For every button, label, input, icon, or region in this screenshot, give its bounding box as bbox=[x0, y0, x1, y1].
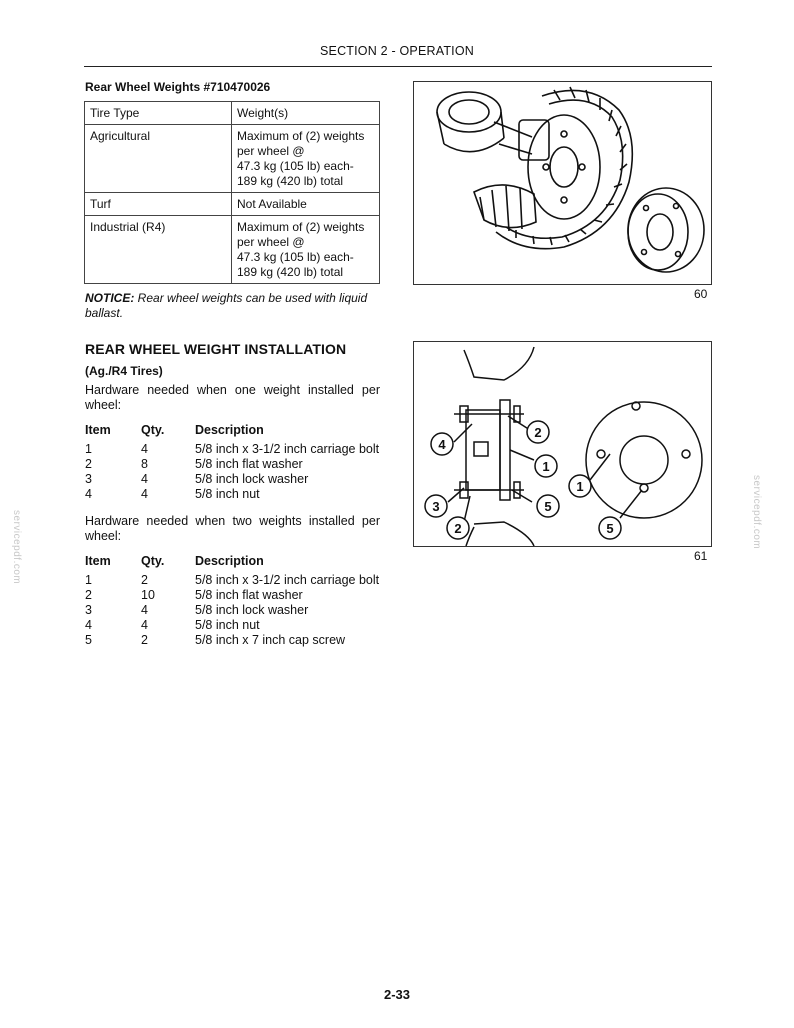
weight-line: Maximum of (2) weights bbox=[237, 220, 365, 234]
list-item bbox=[85, 588, 379, 603]
callout-label: 5 bbox=[606, 521, 614, 536]
section-title: SECTION 2 - OPERATION bbox=[320, 44, 474, 58]
weights-table bbox=[84, 101, 380, 284]
table-row bbox=[85, 125, 380, 193]
page-number: 2-33 bbox=[383, 987, 411, 1002]
callout-label: 4 bbox=[438, 437, 446, 452]
weight-cell bbox=[232, 216, 380, 284]
hardware-list-header bbox=[85, 554, 379, 569]
weights-heading: Rear Wheel Weights #710470026 bbox=[85, 80, 271, 94]
table-header-cell: Tire Type bbox=[85, 102, 232, 125]
header-divider bbox=[84, 66, 712, 67]
tire-type-cell: Industrial (R4) bbox=[85, 216, 232, 284]
item-qty: 4 bbox=[141, 472, 148, 486]
callout-label: 1 bbox=[542, 459, 550, 474]
item-number: 3 bbox=[85, 472, 92, 486]
one-weight-hardware-list bbox=[85, 423, 379, 502]
callout-label: 2 bbox=[534, 425, 542, 440]
figure-61-installation-diagram bbox=[413, 341, 712, 547]
list-item bbox=[85, 472, 379, 487]
table-row bbox=[85, 216, 380, 284]
item-qty: 4 bbox=[141, 618, 148, 632]
wheel-weights-drawing bbox=[414, 82, 711, 284]
notice-label: NOTICE: bbox=[85, 291, 135, 305]
list-item bbox=[85, 487, 379, 502]
item-description: 5/8 inch flat washer bbox=[195, 457, 303, 471]
figure-61-number: 61 bbox=[694, 549, 708, 563]
item-description: 5/8 inch x 3-1/2 inch carriage bolt bbox=[195, 442, 380, 456]
item-number: 3 bbox=[85, 603, 92, 617]
callout-label: 3 bbox=[432, 499, 440, 514]
watermark-left: servicepdf.com bbox=[11, 510, 22, 585]
installation-heading: REAR WHEEL WEIGHT INSTALLATION bbox=[85, 341, 347, 357]
item-number: 1 bbox=[85, 442, 92, 456]
weight-line: Maximum of (2) weights bbox=[237, 129, 365, 143]
qty-column-header: Qty. bbox=[141, 554, 165, 568]
list-item bbox=[85, 603, 379, 618]
weight-line: per wheel @ bbox=[237, 235, 305, 249]
item-column-header: Item bbox=[85, 423, 111, 437]
item-number: 5 bbox=[85, 633, 92, 647]
weight-line: 189 kg (420 lb) total bbox=[237, 174, 344, 188]
tire-type-cell: Turf bbox=[85, 193, 232, 216]
item-description: 5/8 inch lock washer bbox=[195, 472, 309, 486]
list-item bbox=[85, 573, 379, 588]
item-description: 5/8 inch nut bbox=[195, 487, 260, 501]
item-qty: 8 bbox=[141, 457, 148, 471]
item-qty: 4 bbox=[141, 442, 148, 456]
figure-60-number: 60 bbox=[694, 287, 708, 301]
item-qty: 2 bbox=[141, 573, 148, 587]
item-description: 5/8 inch flat washer bbox=[195, 588, 303, 602]
one-weight-intro: Hardware needed when one weight installed per wheel: bbox=[85, 383, 380, 412]
table-header-cell: Weight(s) bbox=[232, 102, 380, 125]
tires-subheading: (Ag./R4 Tires) bbox=[85, 364, 163, 378]
description-column-header: Description bbox=[195, 554, 264, 568]
two-weight-hardware-list bbox=[85, 554, 379, 648]
list-item bbox=[85, 618, 379, 633]
table-row bbox=[85, 193, 380, 216]
two-weight-intro: Hardware needed when two weights installed per wheel: bbox=[85, 514, 380, 543]
callout-label: 2 bbox=[454, 521, 462, 536]
weight-line: per wheel @ bbox=[237, 144, 305, 158]
item-number: 1 bbox=[85, 573, 92, 587]
list-item bbox=[85, 457, 379, 472]
item-number: 2 bbox=[85, 457, 92, 471]
item-number: 2 bbox=[85, 588, 92, 602]
weight-line: Not Available bbox=[237, 197, 307, 211]
item-description: 5/8 inch nut bbox=[195, 618, 260, 632]
weight-line: 189 kg (420 lb) total bbox=[237, 265, 344, 279]
item-column-header: Item bbox=[85, 554, 111, 568]
list-item bbox=[85, 633, 379, 648]
table-header-row bbox=[85, 102, 380, 125]
item-qty: 10 bbox=[141, 588, 155, 602]
qty-column-header: Qty. bbox=[141, 423, 165, 437]
description-column-header: Description bbox=[195, 423, 264, 437]
figure-60-wheel-weights-illustration bbox=[413, 81, 712, 285]
list-item bbox=[85, 442, 379, 457]
item-number: 4 bbox=[85, 487, 92, 501]
watermark-right: servicepdf.com bbox=[751, 475, 762, 550]
item-qty: 2 bbox=[141, 633, 148, 647]
weight-line: 47.3 kg (105 lb) each- bbox=[237, 159, 354, 173]
item-description: 5/8 inch lock washer bbox=[195, 603, 309, 617]
item-qty: 4 bbox=[141, 487, 148, 501]
weight-cell bbox=[232, 193, 380, 216]
item-description: 5/8 inch x 3-1/2 inch carriage bolt bbox=[195, 573, 380, 587]
notice bbox=[85, 291, 385, 321]
callout-label: 5 bbox=[544, 499, 552, 514]
item-description: 5/8 inch x 7 inch cap screw bbox=[195, 633, 346, 647]
tire-type-cell: Agricultural bbox=[85, 125, 232, 193]
weight-cell bbox=[232, 125, 380, 193]
notice-text: Rear wheel weights can be used with liquid ballast. bbox=[85, 291, 368, 320]
callout-label: 1 bbox=[576, 479, 584, 494]
hardware-list-header bbox=[85, 423, 379, 438]
weight-line: 47.3 kg (105 lb) each- bbox=[237, 250, 354, 264]
installation-diagram-drawing bbox=[414, 342, 711, 546]
item-number: 4 bbox=[85, 618, 92, 632]
item-qty: 4 bbox=[141, 603, 148, 617]
